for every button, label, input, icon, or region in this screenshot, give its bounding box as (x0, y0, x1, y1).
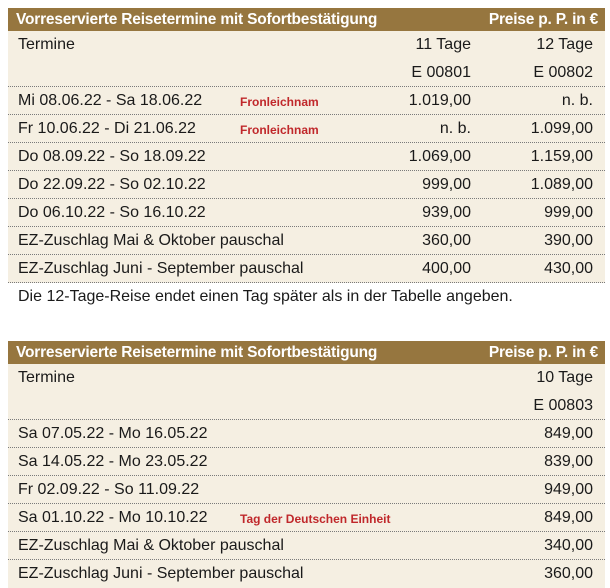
surcharge-label: EZ-Zuschlag Juni - September pauschal (18, 565, 304, 582)
price-12-days: 430,00 (544, 260, 593, 277)
footnote-row (8, 283, 605, 311)
date-range: Fr 02.09.22 - So 11.09.22 (18, 481, 200, 498)
price-10-days: 839,00 (544, 453, 593, 470)
price-12-days: 1.089,00 (530, 176, 593, 193)
surcharge-row (8, 560, 605, 588)
col1-days: 10 Tage (536, 369, 593, 386)
price-10-days: 340,00 (544, 537, 593, 554)
price-11-days: 939,00 (422, 204, 471, 221)
surcharge-row (8, 532, 605, 560)
date-range: Sa 14.05.22 - Mo 23.05.22 (18, 453, 208, 470)
table-header (8, 8, 605, 31)
holiday-note: Fronleichnam (240, 123, 319, 137)
column-header-row (8, 31, 605, 59)
table-row (8, 504, 605, 532)
surcharge-row (8, 227, 605, 255)
price-11-days: 400,00 (422, 260, 471, 277)
col2-code: E 00802 (533, 64, 593, 81)
price-11-days: 999,00 (422, 176, 471, 193)
table-row (8, 476, 605, 504)
price-12-days: 999,00 (544, 204, 593, 221)
price-table-2 (8, 341, 605, 588)
price-table-1 (8, 8, 605, 311)
table-row (8, 420, 605, 448)
col1-code: E 00803 (533, 397, 593, 414)
date-range: Sa 07.05.22 - Mo 16.05.22 (18, 425, 208, 442)
price-10-days: 360,00 (544, 565, 593, 582)
date-range: Do 22.09.22 - So 02.10.22 (18, 176, 206, 193)
table-row (8, 115, 605, 143)
price-header: Preise p. P. in € (488, 343, 598, 361)
price-12-days: 1.099,00 (530, 120, 593, 137)
table-header (8, 341, 605, 364)
table-row (8, 448, 605, 476)
price-11-days: 1.069,00 (408, 148, 471, 165)
price-10-days: 849,00 (544, 425, 593, 442)
termine-label: Termine (18, 36, 75, 53)
surcharge-row (8, 255, 605, 283)
date-range: Mi 08.06.22 - Sa 18.06.22 (18, 92, 203, 109)
date-range: Sa 01.10.22 - Mo 10.10.22 (18, 509, 208, 526)
price-12-days: n. b. (561, 92, 593, 109)
table-row (8, 171, 605, 199)
col1-code: E 00801 (411, 64, 471, 81)
col2-days: 12 Tage (536, 36, 593, 53)
price-11-days: 1.019,00 (408, 92, 471, 109)
termine-label: Termine (18, 369, 75, 386)
code-row (8, 392, 605, 420)
surcharge-label: EZ-Zuschlag Mai & Oktober pauschal (18, 232, 284, 249)
table-row (8, 199, 605, 227)
table-title: Vorreservierte Reisetermine mit Sofortbestätigung (16, 343, 378, 361)
price-12-days: 390,00 (544, 232, 593, 249)
col1-days: 11 Tage (415, 36, 471, 53)
price-12-days: 1.159,00 (530, 148, 593, 165)
price-header: Preise p. P. in € (488, 10, 598, 28)
table-row (8, 87, 605, 115)
price-10-days: 949,00 (544, 481, 593, 498)
code-row (8, 59, 605, 87)
date-range: Fr 10.06.22 - Di 21.06.22 (18, 120, 196, 137)
footnote: Die 12-Tage-Reise endet einen Tag später als in der Tabelle angeben. (18, 288, 513, 305)
holiday-note: Tag der Deutschen Einheit (240, 512, 391, 526)
table-row (8, 143, 605, 171)
date-range: Do 08.09.22 - So 18.09.22 (18, 148, 206, 165)
date-range: Do 06.10.22 - So 16.10.22 (18, 204, 206, 221)
surcharge-label: EZ-Zuschlag Juni - September pauschal (18, 260, 304, 277)
price-11-days: n. b. (439, 120, 471, 137)
price-10-days: 849,00 (544, 509, 593, 526)
holiday-note: Fronleichnam (240, 95, 319, 109)
price-11-days: 360,00 (422, 232, 471, 249)
table-title: Vorreservierte Reisetermine mit Sofortbestätigung (16, 10, 378, 28)
surcharge-label: EZ-Zuschlag Mai & Oktober pauschal (18, 537, 284, 554)
column-header-row (8, 364, 605, 392)
